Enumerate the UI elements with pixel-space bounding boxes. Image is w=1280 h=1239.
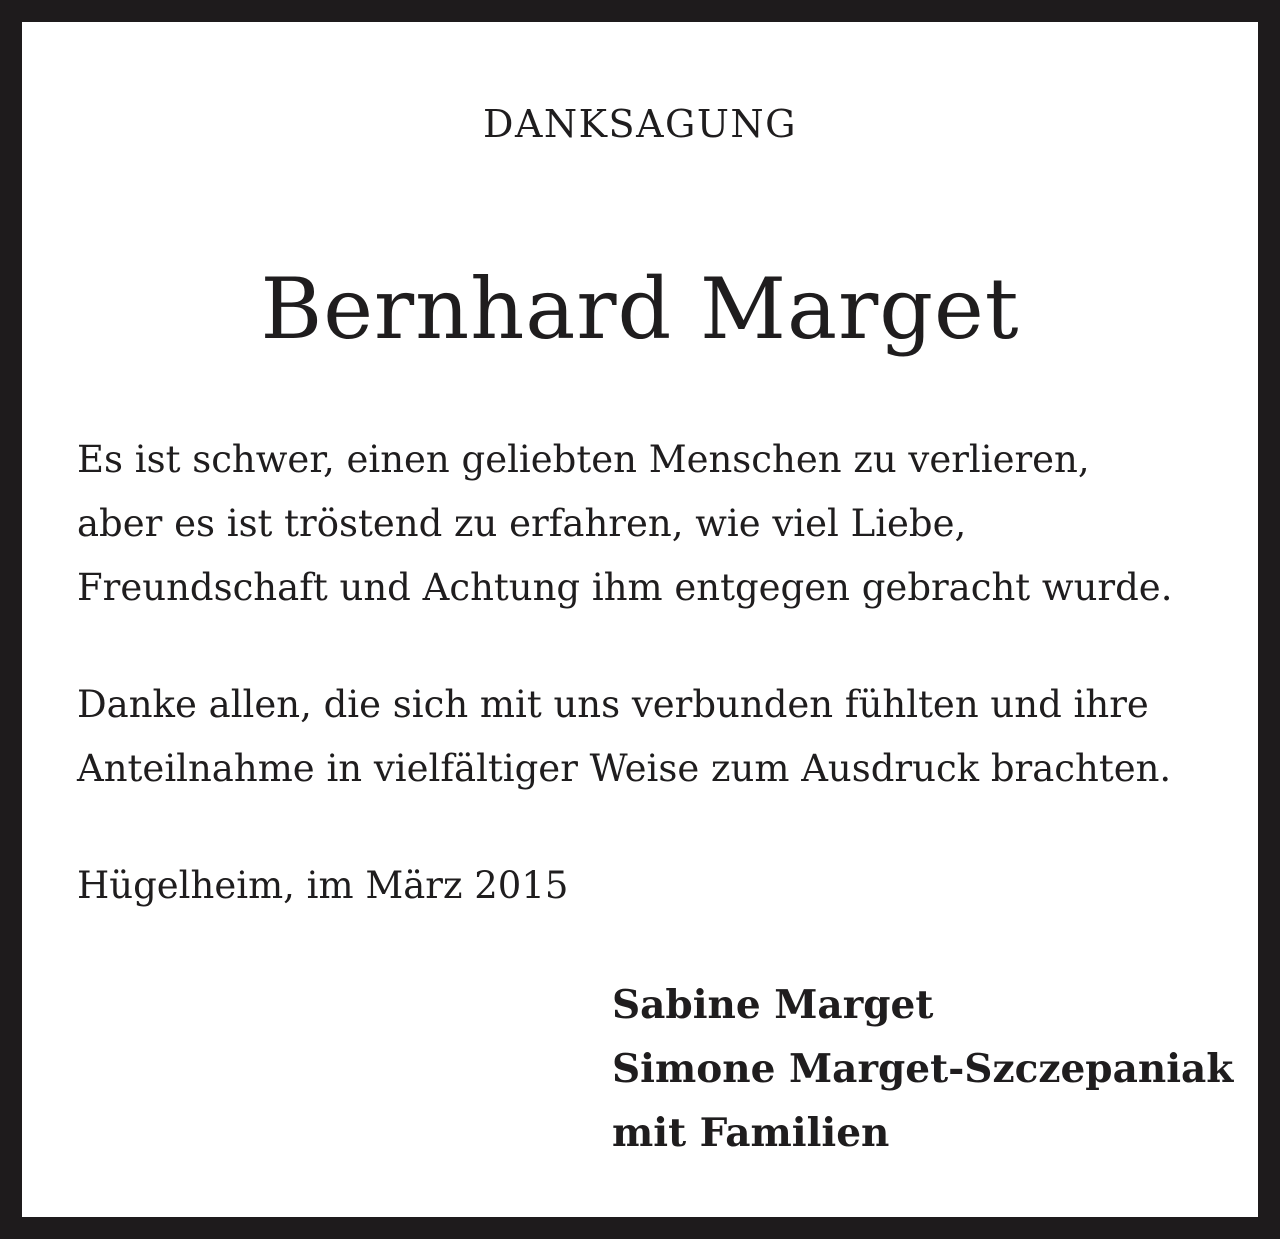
paragraph-line: aber es ist tröstend zu erfahren, wie viel Liebe,: [77, 502, 967, 545]
paragraph-line: Anteilnahme in vielfältiger Weise zum Ausdruck brachten.: [77, 747, 1172, 790]
paragraph-line: Es ist schwer, einen geliebten Menschen zu verlieren,: [77, 438, 1090, 481]
signature-line: Simone Marget-Szczepaniak: [612, 1046, 1234, 1092]
signature-block: [612, 973, 1233, 1165]
thanks-paragraph-2: [77, 673, 1171, 801]
signature-line: mit Familien: [612, 1110, 890, 1156]
thanks-paragraph-1: [77, 428, 1172, 620]
signature-line: Sabine Marget: [612, 982, 934, 1028]
paragraph-line: Danke allen, die sich mit uns verbunden fühlten und ihre: [77, 683, 1149, 726]
deceased-name: Bernhard Marget: [260, 260, 1020, 358]
paragraph-line: Freundschaft und Achtung ihm entgegen gebracht wurde.: [77, 566, 1173, 609]
place-date: Hügelheim, im März 2015: [77, 864, 569, 907]
notice-heading: DANKSAGUNG: [482, 102, 797, 146]
